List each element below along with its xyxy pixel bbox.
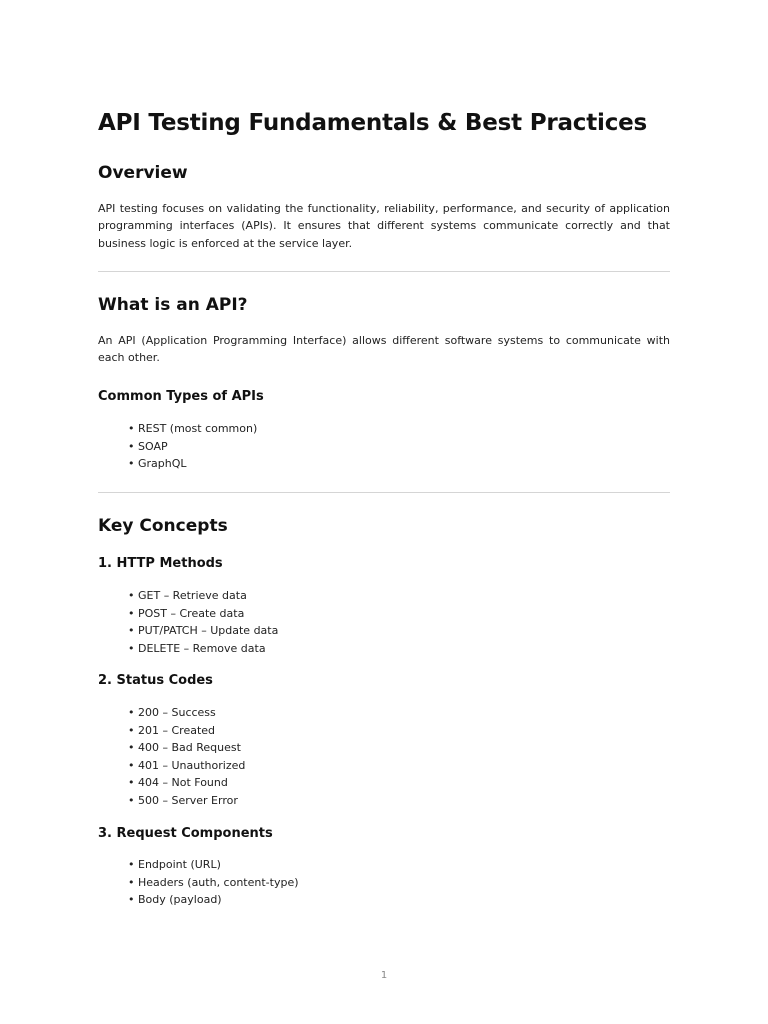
list-item: • 400 – Bad Request — [128, 739, 245, 757]
request-components-list — [128, 856, 299, 909]
page-number: 1 — [380, 970, 388, 981]
overview-paragraph: API testing focuses on validating the functionality, reliability, performance, and security of application programming interfaces (APIs). It ensures that different systems communicate correctly and that business logic is enforced at the service layer. — [98, 202, 670, 250]
section-divider — [98, 271, 670, 272]
document-title: API Testing Fundamentals & Best Practices — [98, 110, 648, 136]
http-methods-list — [128, 587, 278, 657]
overview-heading: Overview — [98, 163, 188, 183]
status-codes-heading: 2. Status Codes — [98, 673, 213, 688]
section-divider — [98, 492, 670, 493]
list-item: • GraphQL — [128, 455, 257, 473]
list-item: • 200 – Success — [128, 704, 245, 722]
request-components-heading: 3. Request Components — [98, 826, 273, 841]
list-item: • REST (most common) — [128, 420, 257, 438]
list-item: • SOAP — [128, 438, 257, 456]
list-item: • PUT/PATCH – Update data — [128, 622, 278, 640]
list-item: • POST – Create data — [128, 605, 278, 623]
list-item: • 401 – Unauthorized — [128, 757, 245, 775]
list-item: • DELETE – Remove data — [128, 640, 278, 658]
what-is-api-heading: What is an API? — [98, 295, 248, 315]
list-item: • GET – Retrieve data — [128, 587, 278, 605]
list-item: • Body (payload) — [128, 891, 299, 909]
list-item: • Endpoint (URL) — [128, 856, 299, 874]
api-types-list — [128, 420, 257, 473]
status-codes-list — [128, 704, 245, 809]
api-types-heading: Common Types of APIs — [98, 389, 264, 404]
list-item: • Headers (auth, content-type) — [128, 874, 299, 892]
http-methods-heading: 1. HTTP Methods — [98, 556, 223, 571]
what-is-api-paragraph: An API (Application Programming Interface) allows different software systems to communicate with each other. — [98, 334, 670, 365]
list-item: • 404 – Not Found — [128, 774, 245, 792]
key-concepts-heading: Key Concepts — [98, 516, 228, 536]
list-item: • 500 – Server Error — [128, 792, 245, 810]
list-item: • 201 – Created — [128, 722, 245, 740]
